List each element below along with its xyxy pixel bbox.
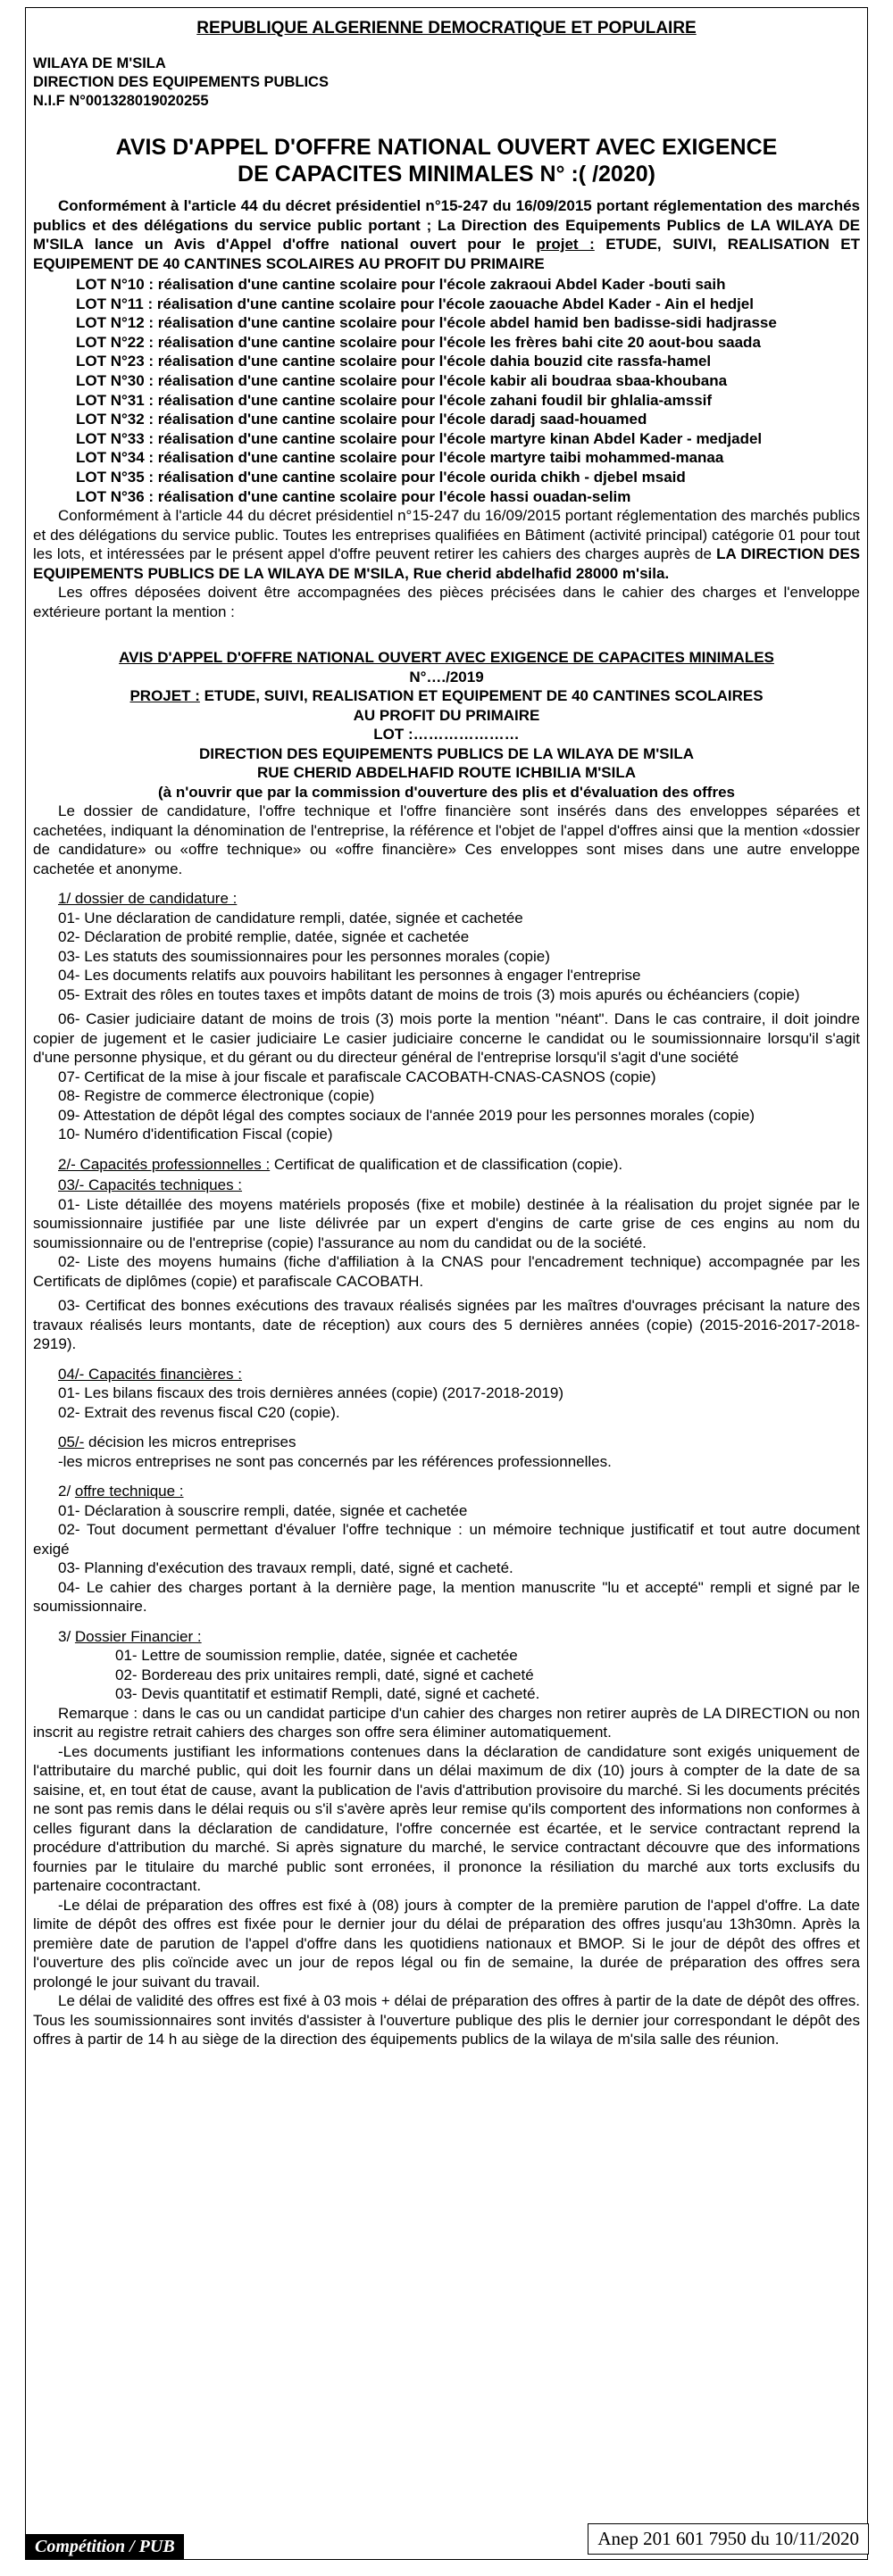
candidature-section	[33, 889, 860, 909]
footer	[26, 2523, 869, 2559]
intro-paragraph	[33, 196, 860, 273]
envelope-rue: RUE CHERID ABDELHAFID ROUTE ICHBILIA M'SILA	[257, 764, 636, 782]
micro-text: décision les micros entreprises	[84, 1433, 296, 1451]
capacites-tech-heading	[33, 1176, 860, 1195]
lot-item: LOT N°23 : réalisation d'une cantine scolaire pour l'école dahia bouzid cite rassfa-hamel	[76, 353, 712, 370]
envelope-block	[33, 648, 860, 802]
lot-item: LOT N°34 : réalisation d'une cantine scolaire pour l'école martyre taibi mohammed-manaa	[76, 449, 724, 467]
candidature-item: 06- Casier judiciaire datant de moins de trois (3) mois porte la mention "néant". Dans le cas contraire, il doit joindre copier de jugement et le casier judiciaire Le casier judiciaire concerne le candidat ou le soumissionnaire lorsqu'il s'agit d'une personne physique, et du gérant ou du directeur général de l'entreprise lorsqu'il s'agit d'une société	[33, 1010, 860, 1067]
envelope-line-1: AVIS D'APPEL D'OFFRE NATIONAL OUVERT AVEC EXIGENCE DE CAPACITES MINIMALES	[119, 649, 774, 667]
envelope-note: (à n'ouvrir que par la commission d'ouverture des plis et d'évaluation des offres	[157, 783, 735, 801]
conditions-paragraph	[33, 506, 860, 583]
capacites-pro-label: 2/- Capacités professionnelles :	[58, 1155, 271, 1173]
financier-item: 02- Bordereau des prix unitaires rempli, daté, signé et cacheté	[115, 1666, 534, 1683]
lot-item: LOT N°35 : réalisation d'une cantine scolaire pour l'école ourida chikh - djebel msaid	[76, 468, 686, 486]
micro-section	[33, 1433, 860, 1452]
projet-label: projet :	[536, 236, 595, 253]
title-line-1: AVIS D'APPEL D'OFFRE NATIONAL OUVERT AVEC EXIGENCE	[115, 135, 778, 160]
financier-num: 3/	[58, 1627, 75, 1645]
capacites-pro	[33, 1155, 860, 1175]
remark-paragraph: -Le délai de préparation des offres est fixé à (08) jours à compter de la première parution de l'appel d'offre. La date limite de dépôt des offres est fixée pour le dernier jour du délai de préparation des offres jusqu'au 13h30mn. Après la première date de parution de l'appel d'offre dans les quotidiens nationaux et BMOP. Si le jour de dépôt des offres et l'ouverture des plis coïncide avec un jour de repos légal ou fin de semaine, la durée de préparation des offres sera prolongé le jour suivant du travail.	[33, 1896, 860, 1990]
candidature-heading: 1/ dossier de candidature :	[58, 890, 238, 908]
lot-item: LOT N°32 : réalisation d'une cantine scolaire pour l'école daradj saad-houamed	[76, 411, 647, 428]
dossier-paragraph: Le dossier de candidature, l'offre technique et l'offre financière sont insérés dans des enveloppes séparées et cachetées, indiquant la dénomination de l'entreprise, la référence et l'objet de l'appel d'offres ainsi que la mention «dossier de candidature» ou «offre technique» ou «offre financière» Ces enveloppes sont mises dans une autre enveloppe cachetée et anonyme.	[33, 802, 860, 877]
offre-tech-item: 02- Tout document permettant d'évaluer l'offre technique : un mémoire technique justificatif et tout autre document exigé	[33, 1521, 860, 1558]
offres-paragraph: Les offres déposées doivent être accompagnées des pièces précisées dans le cahier des charges et l'enveloppe extérieure portant la mention :	[33, 584, 860, 620]
remark-paragraph: Remarque : dans le cas ou un candidat participe d'un cahier des charges non retirer auprès de LA DIRECTION ou non inscrit au registre retrait cahiers des charges son offre sera éliminer automatiquement.	[33, 1704, 860, 1741]
lot-list	[33, 275, 860, 506]
capacites-tech-label: 03/- Capacités techniques :	[58, 1176, 243, 1194]
lot-item: LOT N°31 : réalisation d'une cantine scolaire pour l'école zahani foudil bir ghlalia-amssif	[76, 391, 713, 409]
candidature-item: 04- Les documents relatifs aux pouvoirs habilitant les personnes à engager l'entreprise	[58, 967, 641, 985]
offre-tech-label: offre technique :	[74, 1483, 184, 1500]
financier-item: 01- Lettre de soumission remplie, datée, signée et cachetée	[115, 1647, 518, 1665]
offre-tech-num: 2/	[58, 1483, 75, 1500]
capacites-fin-heading	[33, 1365, 860, 1384]
lot-item: LOT N°36 : réalisation d'une cantine scolaire pour l'école hassi ouadan-selim	[76, 487, 631, 505]
conditions-text: Conformément à l'article 44 du décret présidentiel n°15-247 du 16/09/2015 portant réglementation des marchés publics et des délégations du service public. Toutes les entreprises qualifiées en Bâtiment (activité principal) catégorie 01 pour tout les lots, et intéressées par le présent appel d'offre peuvent retirer les cahiers des charges auprès de	[33, 507, 860, 563]
micro-label: 05/-	[58, 1433, 85, 1451]
envelope-projet-text: ETUDE, SUIVI, REALISATION ET EQUIPEMENT DE 40 CANTINES SCOLAIRES	[199, 687, 764, 705]
candidature-item: 08- Registre de commerce électronique (copie)	[58, 1087, 375, 1105]
capacites-fin-label: 04/- Capacités financières :	[58, 1365, 242, 1383]
remark-paragraph: Le délai de validité des offres est fixé à 03 mois + délai de préparation des offres à partir de la date de dépôt des offres. Tous les soumissionnaires sont invités d'assister à l'ouverture publique des plis le dernier jour correspondant le dépôt des offres à partir de 14 h au siège de la direction des équipements publics de la wilaya de m'sila salle des réunion.	[33, 1992, 860, 2048]
offre-tech-item: 04- Le cahier des charges portant à la dernière page, la mention manuscrite "lu et accepté" rempli et signé par le soumissionnaire.	[33, 1578, 860, 1616]
candidature-item: 10- Numéro d'identification Fiscal (copie)	[58, 1126, 333, 1143]
envelope-direction: DIRECTION DES EQUIPEMENTS PUBLICS DE LA WILAYA DE M'SILA	[198, 744, 695, 762]
envelope-line-2: N°…./2019	[409, 668, 484, 686]
lot-item: LOT N°10 : réalisation d'une cantine scolaire pour l'école zakraoui Abdel Kader -bouti saih	[76, 276, 726, 293]
candidature-item: 07- Certificat de la mise à jour fiscale et parafiscale CACOBATH-CNAS-CASNOS (copie)	[58, 1068, 656, 1085]
offre-tech-item: 01- Déclaration à souscrire rempli, datée, signée et cachetée	[58, 1501, 468, 1519]
remark-paragraph: -Les documents justifiant les informations contenues dans la déclaration de candidature sont exigés uniquement de l'attributaire du marché public, qui doit les fournir dans un délai maximum de dix (10) jours à compter de la date de sa saisine, et, en tout état de cause, avant la publication de l'avis d'attribution provisoire du marché. Si les documents précités ne sont pas remis dans le délai requis ou s'il s'avère après leur remise qu'ils comportent des informations non conformes à celles figurant dans la déclaration de candidature, l'offre concernée est écartée, et le service contractant reprend la procédure d'attribution du marché. Si après signature du marché, le service contractant découvre que des informations fournies par le titulaire du marché public sont erronées, il prononce la résiliation du marché aux torts exclusifs du partenaire cocontractant.	[33, 1742, 860, 1895]
conditions-bold: LA DIRECTION DES EQUIPEMENTS PUBLICS DE LA WILAYA DE M'SILA, Rue cherid abdelhafid 28000 m'sila.	[33, 545, 860, 582]
envelope-line-4: AU PROFIT DU PRIMAIRE	[353, 706, 540, 724]
competition-badge: Compétition / PUB	[26, 2534, 184, 2560]
capacites-fin-item: 02- Extrait des revenus fiscal C20 (copie).	[58, 1403, 340, 1421]
anep-reference: Anep 201 601 7950 du 10/11/2020	[588, 2523, 869, 2555]
lot-item: LOT N°22 : réalisation d'une cantine scolaire pour l'école les frères bahi cite 20 aout-bou saada	[76, 333, 761, 351]
envelope-lot: LOT :…………………	[373, 726, 520, 744]
direction-label: DIRECTION DES EQUIPEMENTS PUBLICS	[33, 74, 329, 90]
financier-item: 03- Devis quantitatif et estimatif Rempli, daté, signé et cacheté.	[115, 1685, 540, 1703]
capacites-tech-item: 03- Certificat des bonnes exécutions des travaux réalisés signées par les maîtres d'ouvrages précisant la nature des travaux réalisés leurs montants, date de réception) aux cours des 5 dernières années (copie) (2015-2016-2017-2018-2919).	[33, 1297, 860, 1353]
republic-header: REPUBLIQUE ALGERIENNE DEMOCRATIQUE ET POPULAIRE	[196, 19, 697, 37]
wilaya-label: WILAYA DE M'SILA	[33, 55, 166, 71]
candidature-item: 03- Les statuts des soumissionnaires pour les personnes morales (copie)	[58, 947, 550, 965]
candidature-item: 01- Une déclaration de candidature rempli, datée, signée et cachetée	[58, 909, 523, 927]
intro-text: Conformément à l'article 44 du décret présidentiel n°15-247 du 16/09/2015 portant réglementation des marchés publics et des délégations du service public portant ; La Direction des Equipements Publics de LA WILAYA DE M'SILA lance un Avis d'Appel d'offre national ouvert pour le	[33, 197, 860, 253]
nif-label: N.I.F N°001328019020255	[33, 93, 209, 109]
lot-item: LOT N°12 : réalisation d'une cantine scolaire pour l'école abdel hamid ben badisse-sidi hadjrasse	[76, 314, 777, 332]
candidature-item: 09- Attestation de dépôt légal des comptes sociaux de l'année 2019 pour les personnes morales (copie)	[58, 1106, 755, 1124]
offre-tech-heading	[33, 1482, 860, 1501]
candidature-item: 05- Extrait des rôles en toutes taxes et impôts datant de moins de trois (3) mois apurés ou échéanciers (copie)	[58, 985, 800, 1003]
envelope-projet	[33, 686, 860, 706]
micro-note: -les micros entreprises ne sont pas concernés par les références professionnelles.	[58, 1452, 612, 1470]
capacites-tech-item: 01- Liste détaillée des moyens matériels proposés (fixe et mobile) destinée à la réalisation du projet signée par le soumissionnaire justifiée par une liste délivrée par un expert d'engins de carte grise de ces engins au nom du soumissionnaire ou de l'entreprise (copie) l'assurance au nom du candidat ou de la société.	[33, 1195, 860, 1251]
lot-item: LOT N°33 : réalisation d'une cantine scolaire pour l'école martyre kinan Abdel Kader - medjadel	[76, 429, 763, 447]
envelope-projet-label: PROJET :	[129, 687, 200, 705]
lot-item: LOT N°11 : réalisation d'une cantine scolaire pour l'école zaouache Abdel Kader - Ain el hedjel	[76, 295, 754, 312]
capacites-tech-item: 02- Liste des moyens humains (fiche d'affiliation à la CNAS pour l'encadrement technique) accompagnée par les Certificats de diplômes (copie) et parafiscale CACOBATH.	[33, 1253, 860, 1290]
offre-tech-item: 03- Planning d'exécution des travaux rempli, daté, signé et cacheté.	[58, 1559, 513, 1577]
projet-text: ETUDE, SUIVI, REALISATION ET EQUIPEMENT DE 40 CANTINES SCOLAIRES AU PROFIT DU PRIMAIRE	[33, 236, 861, 272]
financier-label: Dossier Financier :	[74, 1627, 202, 1645]
title-line-2: DE CAPACITES MINIMALES N° :( /2020)	[238, 162, 655, 187]
candidature-item: 02- Déclaration de probité remplie, datée, signée et cachetée	[58, 928, 470, 946]
capacites-pro-text: Certificat de qualification et de classification (copie).	[270, 1155, 623, 1173]
financier-heading	[33, 1627, 860, 1647]
notice-title	[33, 134, 860, 187]
lot-item: LOT N°30 : réalisation d'une cantine scolaire pour l'école kabir ali boudraa sbaa-khoubana	[76, 371, 728, 389]
capacites-fin-item: 01- Les bilans fiscaux des trois dernières années (copie) (2017-2018-2019)	[58, 1384, 564, 1402]
notice-page	[25, 7, 868, 2560]
